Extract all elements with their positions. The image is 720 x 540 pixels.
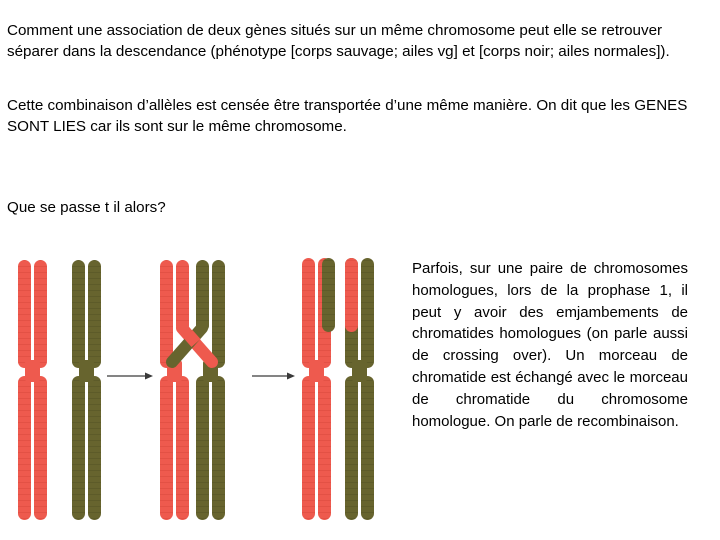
stage-1-homologous-pair <box>18 260 101 520</box>
recombination-explanation: Parfois, sur une paire de chromosomes homologues, lors de la prophase 1, il peut y avoir des emjambements de chromatides homologues (on parle aussi de crossing over). Un morceau de chromatide est échangé avec le morceau de chromatide du chromosome homologue. On parle de recombinaison. <box>412 260 688 430</box>
olive-chromosome-recombined <box>345 258 374 520</box>
chiasma <box>172 328 212 362</box>
red-chromosome-recombined <box>302 258 335 520</box>
crossing-over-diagram <box>0 250 410 540</box>
olive-chromosome <box>72 260 101 520</box>
olive-chromosome <box>196 260 225 520</box>
linked-genes-paragraph: Cette combinaison d’allèles est censée être transportée d’une même manière. On dit que les GENES SONT LIES car ils sont sur le même chromosome. <box>7 97 688 135</box>
red-chromosome <box>160 260 189 520</box>
exchanged-olive-segment <box>322 258 335 332</box>
stage-2-crossing-over <box>160 260 225 520</box>
arrow-right-icon <box>107 373 153 380</box>
red-chromosome <box>18 260 47 520</box>
exchanged-red-segment <box>345 258 358 332</box>
question-text: Que se passe t il alors? <box>7 199 166 216</box>
intro-paragraph: Comment une association de deux gènes situés sur un même chromosome peut elle se retrouver séparer dans la descendance (phénotype [corps sauvage; ailes vg] et [corps noir; ailes normales]). <box>7 22 670 60</box>
arrow-right-icon <box>252 373 295 380</box>
stage-3-recombined <box>302 258 374 520</box>
